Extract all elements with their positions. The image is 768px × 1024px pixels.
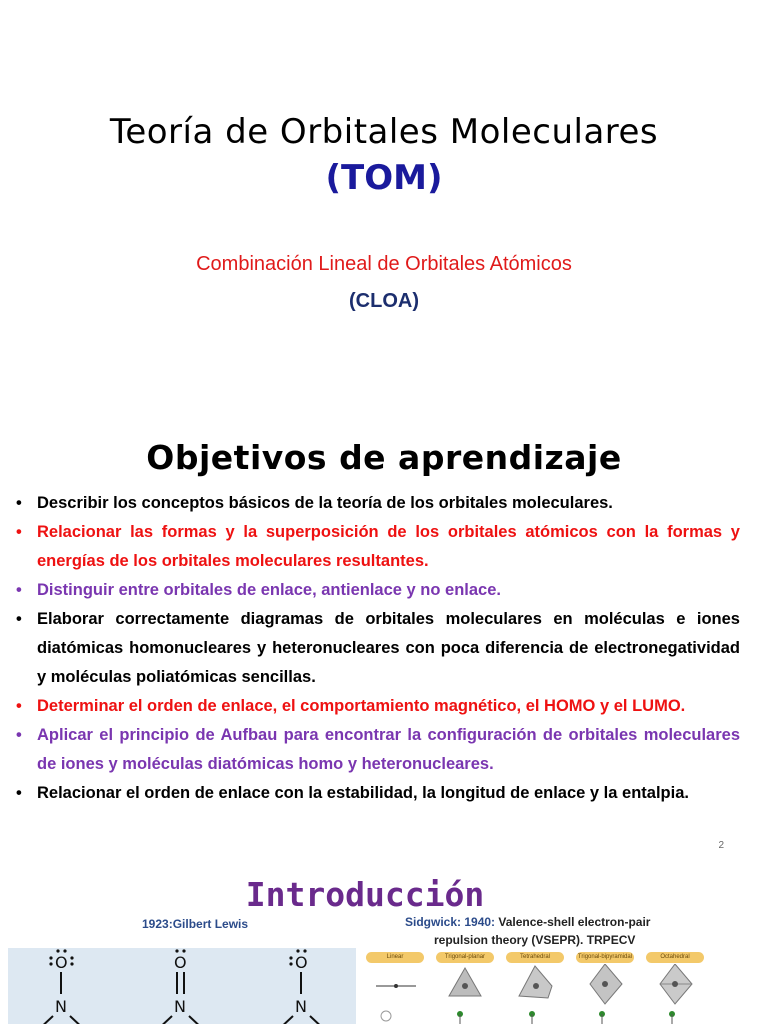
bullet-marker: • — [16, 784, 22, 802]
sidgwick-name: Sidgwick: 1940: — [405, 915, 496, 929]
page-number: 2 — [718, 840, 724, 851]
objectives-title: Objetivos de aprendizaje — [146, 438, 622, 477]
bullet-marker: • — [16, 610, 22, 628]
sidgwick-line-2: repulsion theory (VSEPR). TRPECV — [434, 933, 636, 947]
slide-subtitle-abbreviation: (CLOA) — [349, 290, 419, 312]
vsepr-tag-linear: Linear — [366, 952, 424, 963]
objective-text: Describir los conceptos básicos de la teoría de los orbitales moleculares. — [37, 494, 613, 512]
bullet-marker: • — [16, 581, 22, 599]
lewis-label: 1923:Gilbert Lewis — [142, 917, 249, 931]
lewis-atom-2: N — [55, 997, 67, 1016]
lewis-atom-3: O — [174, 953, 187, 972]
bullet-marker: • — [16, 494, 22, 512]
lewis-atom-5: O — [295, 953, 308, 972]
bullet-marker: • — [16, 726, 22, 744]
lewis-atom-6: N — [295, 997, 307, 1016]
vsepr-geometries-image — [364, 950, 716, 1024]
vsepr-shapes-drawing — [364, 964, 716, 1024]
objective-text: Elaborar correctamente diagramas de orbitales moleculares en moléculas e iones diatómicas homonucleares y heteronucleares con poca diferencia de electronegatividad y moléculas poliatómicas sencillas. — [37, 610, 740, 686]
vsepr-tag-tetrahedral: Tetrahedral — [506, 952, 564, 963]
objective-text: Aplicar el principio de Aufbau para encontrar la configuración de orbitales moleculares de iones y moléculas diatómicas homo y heteronucleares. — [37, 726, 740, 773]
objective-item — [16, 779, 740, 808]
sidgwick-line-1: Valence-shell electron-pair — [498, 915, 651, 929]
objective-item — [16, 576, 740, 605]
objective-item — [16, 489, 740, 518]
slide-title: Teoría de Orbitales Moleculares — [109, 112, 659, 152]
objective-item — [16, 692, 740, 721]
objective-text: Determinar el orden de enlace, el comportamiento magnético, el HOMO y el LUMO. — [37, 697, 686, 715]
objective-text: Relacionar las formas y la superposición de los orbitales atómicos con la formas y energías de los orbitales moleculares resultantes. — [37, 523, 740, 570]
slide-title-abbreviation: (TOM) — [325, 158, 443, 198]
vsepr-tag-trigonal-bipyramidal: Trigonal-bipyramidal — [576, 952, 634, 963]
vsepr-tag-octahedral: Octahedral — [646, 952, 704, 963]
bullet-marker: • — [16, 697, 22, 715]
bullet-marker: • — [16, 523, 22, 541]
objective-item — [16, 605, 740, 692]
lewis-atom-4: N — [174, 997, 186, 1016]
objectives-list — [16, 489, 740, 808]
vsepr-tag-trigonal-planar: Trigonal-planar — [436, 952, 494, 963]
sidgwick-label — [405, 915, 650, 929]
objective-item — [16, 518, 740, 576]
objective-item — [16, 721, 740, 779]
objective-text: Relacionar el orden de enlace con la estabilidad, la longitud de enlace y la entalpia. — [37, 784, 689, 802]
lewis-structures-image — [8, 948, 356, 1024]
slide-subtitle: Combinación Lineal de Orbitales Atómicos — [196, 253, 572, 275]
lewis-atom-1: O — [55, 953, 68, 972]
objective-text: Distinguir entre orbitales de enlace, antienlace y no enlace. — [37, 581, 501, 599]
lewis-structures-drawing — [8, 948, 356, 1024]
intro-title: Introducción — [245, 875, 485, 914]
